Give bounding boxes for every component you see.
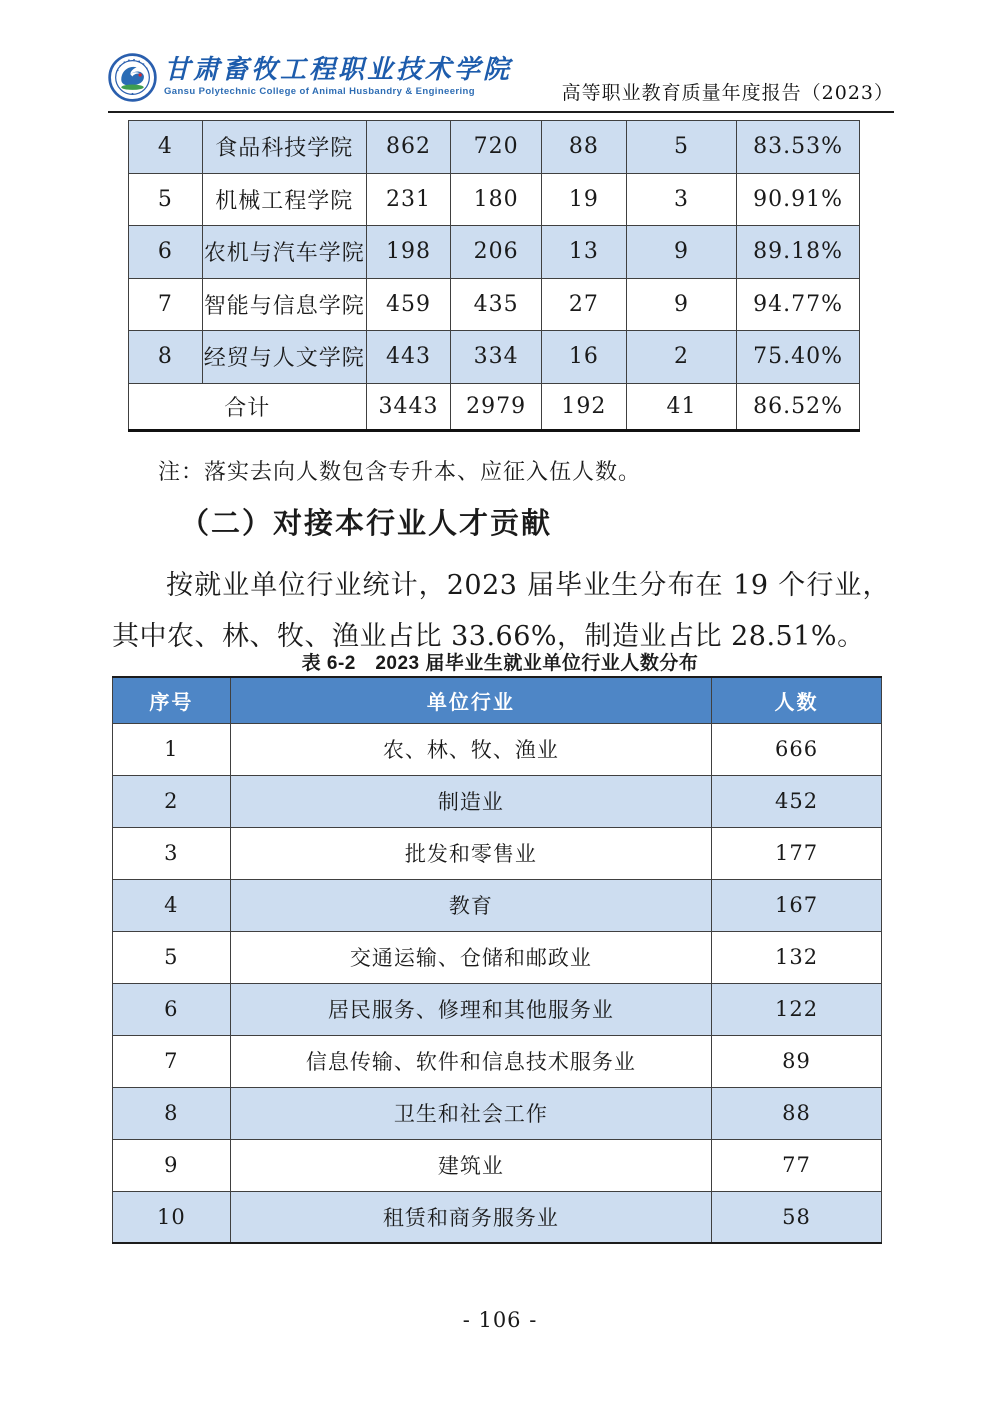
total-value-cell: 192 xyxy=(541,383,626,430)
employment-summary-table xyxy=(128,120,860,432)
value-cell: 89.18% xyxy=(737,226,860,279)
value-cell: 720 xyxy=(451,121,542,174)
row-number-cell: 2 xyxy=(113,775,231,827)
table-row xyxy=(113,775,882,827)
industry-name-cell: 建筑业 xyxy=(230,1139,711,1191)
value-cell: 2 xyxy=(626,331,736,384)
industry-distribution-table xyxy=(112,676,882,1244)
college-brand xyxy=(108,53,512,102)
value-cell: 3 xyxy=(626,173,736,226)
industry-name-cell: 卫生和社会工作 xyxy=(230,1087,711,1139)
industry-name-cell: 居民服务、修理和其他服务业 xyxy=(230,983,711,1035)
section-heading: （二）对接本行业人才贡献 xyxy=(180,506,553,540)
industry-name-cell: 租赁和商务服务业 xyxy=(230,1191,711,1243)
row-number-cell: 8 xyxy=(129,331,203,384)
row-number-cell: 9 xyxy=(113,1139,231,1191)
value-cell: 459 xyxy=(366,278,451,331)
row-number-cell: 5 xyxy=(129,173,203,226)
total-value-cell: 86.52% xyxy=(737,383,860,430)
value-cell: 198 xyxy=(366,226,451,279)
row-number-cell: 5 xyxy=(113,931,231,983)
count-cell: 89 xyxy=(712,1035,882,1087)
industry-table-header-row xyxy=(113,677,882,723)
count-cell: 177 xyxy=(712,827,882,879)
value-cell: 90.91% xyxy=(737,173,860,226)
total-value-cell: 41 xyxy=(626,383,736,430)
row-number-cell: 3 xyxy=(113,827,231,879)
table-row xyxy=(129,331,860,384)
page-number: - 106 - xyxy=(462,1308,538,1332)
count-cell: 122 xyxy=(712,983,882,1035)
table-row xyxy=(113,1087,882,1139)
count-cell: 132 xyxy=(712,931,882,983)
value-cell: 75.40% xyxy=(737,331,860,384)
value-cell: 435 xyxy=(451,278,542,331)
row-number-cell: 6 xyxy=(113,983,231,1035)
industry-name-cell: 交通运输、仓储和邮政业 xyxy=(230,931,711,983)
table-row xyxy=(113,931,882,983)
value-cell: 9 xyxy=(626,278,736,331)
college-titles xyxy=(164,53,512,98)
value-cell: 88 xyxy=(541,121,626,174)
total-label-cell: 合计 xyxy=(129,383,367,430)
page-header xyxy=(108,53,894,113)
table-row xyxy=(129,173,860,226)
table-row xyxy=(113,983,882,1035)
value-cell: 13 xyxy=(541,226,626,279)
value-cell: 94.77% xyxy=(737,278,860,331)
college-name-cell: 食品科技学院 xyxy=(202,121,366,174)
value-cell: 5 xyxy=(626,121,736,174)
value-cell: 443 xyxy=(366,331,451,384)
row-number-cell: 6 xyxy=(129,226,203,279)
row-number-cell: 1 xyxy=(113,723,231,775)
count-cell: 452 xyxy=(712,775,882,827)
value-cell: 231 xyxy=(366,173,451,226)
table-row xyxy=(129,278,860,331)
value-cell: 862 xyxy=(366,121,451,174)
count-cell: 666 xyxy=(712,723,882,775)
row-number-cell: 7 xyxy=(129,278,203,331)
value-cell: 206 xyxy=(451,226,542,279)
body-paragraph: 按就业单位行业统计，2023 届毕业生分布在 19 个行业，其中农、林、牧、渔业占比 33.66%，制造业占比 28.51%。 xyxy=(112,570,890,652)
table-row xyxy=(129,121,860,174)
table-row xyxy=(113,827,882,879)
value-cell: 19 xyxy=(541,173,626,226)
value-cell: 9 xyxy=(626,226,736,279)
table-row xyxy=(129,226,860,279)
total-value-cell: 2979 xyxy=(451,383,542,430)
table-row xyxy=(113,1139,882,1191)
industry-name-cell: 制造业 xyxy=(230,775,711,827)
college-emblem-icon xyxy=(108,53,157,102)
industry-name-cell: 批发和零售业 xyxy=(230,827,711,879)
table-footnote: 注：落实去向人数包含专升本、应征入伍人数。 xyxy=(158,460,642,485)
row-number-cell: 4 xyxy=(129,121,203,174)
row-number-cell: 8 xyxy=(113,1087,231,1139)
value-cell: 83.53% xyxy=(737,121,860,174)
employment-summary-body xyxy=(129,121,860,431)
value-cell: 27 xyxy=(541,278,626,331)
count-cell: 167 xyxy=(712,879,882,931)
industry-table-body xyxy=(113,723,882,1243)
total-value-cell: 3443 xyxy=(366,383,451,430)
row-number-cell: 4 xyxy=(113,879,231,931)
college-name-zh: 甘肃畜牧工程职业技术学院 xyxy=(164,55,513,85)
value-cell: 16 xyxy=(541,331,626,384)
college-name-cell: 农机与汽车学院 xyxy=(202,226,366,279)
report-title: 高等职业教育质量年度报告（2023） xyxy=(561,82,894,104)
college-name-en: Gansu Polytechnic College of Animal Husbandry & Engineering xyxy=(164,86,475,97)
industry-name-cell: 信息传输、软件和信息技术服务业 xyxy=(230,1035,711,1087)
table-6-2-caption: 表 6-2 2023 届毕业生就业单位行业人数分布 xyxy=(301,653,699,674)
industry-name-cell: 教育 xyxy=(230,879,711,931)
count-cell: 88 xyxy=(712,1087,882,1139)
college-name-cell: 经贸与人文学院 xyxy=(202,331,366,384)
header-cell-count: 人数 xyxy=(712,677,882,723)
row-number-cell: 10 xyxy=(113,1191,231,1243)
value-cell: 180 xyxy=(451,173,542,226)
table-row xyxy=(113,723,882,775)
table-row xyxy=(113,1035,882,1087)
college-name-cell: 智能与信息学院 xyxy=(202,278,366,331)
header-cell-industry: 单位行业 xyxy=(230,677,711,723)
count-cell: 58 xyxy=(712,1191,882,1243)
table-row xyxy=(113,1191,882,1243)
count-cell: 77 xyxy=(712,1139,882,1191)
row-number-cell: 7 xyxy=(113,1035,231,1087)
header-cell-no: 序号 xyxy=(113,677,231,723)
total-row xyxy=(129,383,860,430)
table-row xyxy=(113,879,882,931)
industry-name-cell: 农、林、牧、渔业 xyxy=(230,723,711,775)
college-name-cell: 机械工程学院 xyxy=(202,173,366,226)
value-cell: 334 xyxy=(451,331,542,384)
